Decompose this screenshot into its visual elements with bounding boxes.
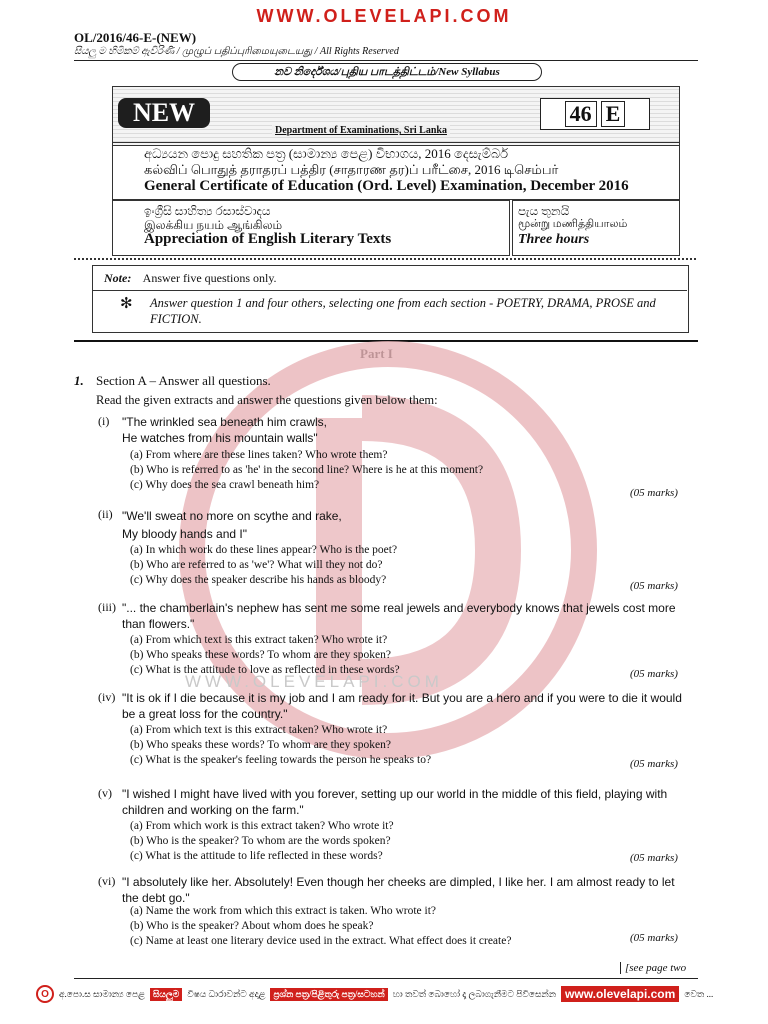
note — [104, 271, 277, 286]
note-text: Answer five questions only. — [142, 271, 277, 285]
see-page-note: [see page two — [620, 962, 686, 974]
subject-code-letter: E — [601, 101, 626, 127]
part-heading: Part I — [360, 346, 393, 361]
footer-text: විෂය ධාරාවන්ට අදාළ — [187, 988, 266, 999]
marks-label: (05 marks) — [630, 580, 678, 592]
sub-question: (a) From which text is this extract taken? Who wrote it? — [130, 634, 388, 646]
item-extract: "It is ok if I die because it is my job and I am ready for it. But you are a hero and if you were to die it would be a great loss for the country." — [122, 691, 682, 721]
duration-sinhala: පැය තුනයි — [518, 204, 570, 218]
subject-code-number: 46 — [565, 101, 597, 127]
paper-code: OL/2016/46-E-(NEW) — [74, 30, 197, 45]
footer-rule — [74, 978, 698, 979]
sub-question: (c) Why does the sea crawl beneath him? — [130, 479, 320, 491]
sub-question: (b) Who speaks these words? To whom are they spoken? — [130, 649, 391, 661]
footer-text: අ.පො.ස සාමාන්‍ය පෙළ — [59, 988, 145, 999]
exam-title-sinhala: අධ්‍යයන පොදු සහතික පත්‍ර (සාමාන්‍ය පෙළ) විභාගය, 2016 දෙසැම්බර් — [144, 146, 509, 161]
item-extract: "I absolutely like her. Absolutely! Even though her cheeks are dimpled, I like her. I am almost ready to let the debt go." — [122, 875, 675, 905]
item-number: (iv) — [98, 690, 116, 704]
marks-label: (05 marks) — [630, 487, 678, 499]
sub-question: (c) What is the attitude to love as reflected in these words? — [130, 664, 400, 676]
exam-title-english: General Certificate of Education (Ord. Level) Examination, December 2016 — [144, 178, 629, 194]
item-extract: "I wished I might have lived with you forever, setting up our world in the middle of this field, playing with children and working on the farm." — [122, 787, 668, 817]
new-badge: NEW — [118, 98, 210, 128]
sub-question: (b) Who are referred to as 'we'? What will they not do? — [130, 559, 383, 571]
item-number: (vi) — [98, 874, 116, 888]
item-extract: "... the chamberlain's nephew has sent me some real jewels and everybody knows that jewels cost more than flowers." — [122, 601, 676, 631]
sub-question: (a) From which work is this extract taken? Who wrote it? — [130, 820, 394, 832]
item-number: (v) — [98, 786, 112, 800]
sub-question: (a) In which work do these lines appear? Who is the poet? — [130, 544, 398, 556]
subject-title-tamil: இலக்கிய நயம் ஆங்கிலம் — [144, 218, 283, 232]
subject-title-sinhala: ඉංග්‍රීසි සාහිත්‍ය රසාස්වාදය — [144, 204, 271, 218]
marks-label: (05 marks) — [630, 852, 678, 864]
note-label: Note: — [104, 271, 132, 285]
promo-footer — [36, 984, 756, 1004]
sub-question: (c) Why does the speaker describe his hands as bloody? — [130, 574, 387, 586]
item-extract: "The wrinkled sea beneath him crawls, He watches from his mountain walls" — [122, 415, 328, 445]
item-number: (i) — [98, 414, 110, 428]
sub-question: (b) Who is the speaker? To whom are the words spoken? — [130, 835, 391, 847]
sub-question: (a) From where are these lines taken? Who wrote them? — [130, 449, 388, 461]
sub-question: (c) What is the attitude to life reflected in these words? — [130, 850, 383, 862]
marks-label: (05 marks) — [630, 758, 678, 770]
exam-title-tamil: கல்விப் பொதுத் தராதரப் பத்திர (சாதாரண தர)ப் பரீட்சை, 2016 டிசெம்பர் — [144, 162, 559, 177]
footer-highlight: සියලුම — [150, 988, 182, 1001]
sub-question: (b) Who speaks these words? To whom are they spoken? — [130, 739, 391, 751]
note-divider — [92, 290, 687, 291]
section-heading: Section A – Answer all questions. — [96, 373, 271, 388]
question-number: 1. — [74, 373, 84, 388]
dotted-separator — [74, 258, 696, 260]
sub-question: (c) Name at least one literary device used in the extract. What effect does it create? — [130, 935, 512, 947]
read-instruction: Read the given extracts and answer the questions given below them: — [96, 393, 438, 407]
header-rule — [74, 60, 698, 61]
sub-question: (a) From which text is this extract taken? Who wrote it? — [130, 724, 388, 736]
footer-text: වෙත ... — [684, 988, 714, 999]
subject-title-english: Appreciation of English Literary Texts — [144, 231, 392, 247]
duration-english: Three hours — [518, 232, 590, 247]
sub-question: (b) Who is referred to as 'he' in the second line? Where is he at this moment? — [130, 464, 484, 476]
asterisk-icon: ✻ — [120, 296, 133, 312]
footer-link[interactable]: www.olevelapi.com — [561, 986, 679, 1002]
syllabus-label: නව නිර්දේශය/புதிய பாடத்திட்டம்/New Syllabus — [232, 63, 542, 81]
sub-question: (c) What is the speaker's feeling towards the person he speaks to? — [130, 754, 432, 766]
marks-label: (05 marks) — [630, 668, 678, 680]
department-name: Department of Examinations, Sri Lanka — [272, 125, 450, 136]
sub-question: (b) Who is the speaker? About whom does he speak? — [130, 920, 374, 932]
footer-highlight: ප්‍රශ්න පත්‍ර/පිළිතුරු පත්‍ර/සටහන් — [270, 988, 387, 1001]
subject-code-box — [540, 98, 650, 130]
footer-text: හා තවත් බොහෝ දෑ ලබාගැනීමට පිවිසෙන්න — [392, 988, 557, 999]
item-extract: "We'll sweat no more on scythe and rake, My bloody hands and I" — [122, 509, 342, 541]
item-number: (ii) — [98, 507, 113, 521]
sub-question: (a) Name the work from which this extract is taken. Who wrote it? — [130, 905, 437, 917]
site-banner: WWW.OLEVELAPI.COM — [256, 6, 512, 26]
marks-label: (05 marks) — [630, 932, 678, 944]
site-logo-icon: O — [36, 985, 54, 1003]
item-number: (iii) — [98, 600, 116, 614]
rights-notice: සියලු ම හිමිකම් ඇවිරිණි / முழுப் பதிப்புரிமையுடையது / All Rights Reserved — [74, 46, 399, 57]
instruction-text: Answer question 1 and four others, selecting one from each section - POETRY, DRAMA, PROSE and FICTION. — [150, 296, 656, 326]
watermark-text: WWW.OLEVELAPI.COM — [185, 672, 443, 691]
duration-tamil: மூன்று மணித்தியாலம் — [518, 218, 628, 230]
